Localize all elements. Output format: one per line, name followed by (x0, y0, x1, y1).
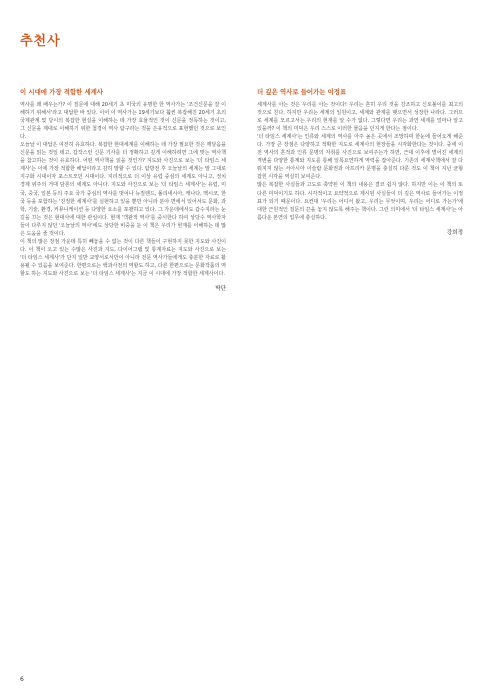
page-title: 추천사 (20, 34, 61, 49)
left-signature: 박단 (215, 286, 226, 293)
right-signature: 강희정 (446, 229, 463, 236)
right-paragraph-3: 많은 복잡한 사실들과 고도로 축약된 이 책의 내용은 결코 쉽지 않다. 하지만 이는 이 책의 또 다른 미덕이기도 하다. 시각적이고 요약적으로 제시된 사실들이 더 깊은 역사로 들어가는 이정표가 되기 때문이다. 요컨대 '우리는 어디서 왔고, 우리는 무엇이며, 우리는 어디로 가는가'에 대한 근원적인 질문의 끈을 놓지 않도록 해주는 책이다. 그런 의미에서 '더 타임스 세계사'는 아름다운 본연의 업무에 충실하다. (257, 182, 463, 221)
right-column-heading: 더 깊은 역사로 들어가는 이정표 (257, 88, 347, 96)
left-paragraph-1: 역사를 왜 배우는가? 이 질문에 대해 20세기 초 미국의 유명한 한 역사가는 '조건신문을 잘 이해하기 위해서'라고 대답한 바 있다. 이어 이 역사가는 19세기보다 훨씬 복잡해진 20세기 초의 국제관계 및 당시의 복잡한 현실을 이해하는 데 가장 효율적인 것이 신문을 정독하는 것이고, 그 신문을 제대로 이해하기 위한 첩경이 역사 탐구라는 것을 은유적으로 표현했던 것으로 보인다. (20, 102, 226, 141)
right-paragraph-2: '더 타임스 세계사'는 인류와 세계의 역사를 아주 높은 곳에서 조망하며 한눈에 들어오게 해준다. 가장 큰 장점은 다양하고 적확한 지도로 세계사의 현장들을 시각화한다는 것이다. 중세 이전 역사의 흔적과 인류 문명의 자취를 사진으로 보여주는가 하면, 근대 이후에 벌어진 세계의 격변을 다양한 통계와 지도를 통해 일목요연하게 역력을 잡아준다. 기존의 세계사책에서 잘 다뤄지지 않는 서아시아 이슬람 문화권과 아프리카 문명을 충실히 다룬 것도 이 책이 지닌 균형 잡힌 시각을 역실히 보여준다. (257, 134, 463, 181)
left-column (20, 88, 226, 292)
page-number: 6 (20, 676, 24, 683)
right-paragraph-1: 세계사를 아는 것은 우리를 아는 것이다! 우리는 흔히 우리 것을 강조하고 신토불이를 최고의 것으로 친다. 하지만 우리는 세계의 일원이고, 세계와 관계를 맺으면서 성장한 나라다. 그러므로 세계를 모르고서는 우리의 현재를 알 수가 없다. 그렇다면 우리는 과연 세계를 얼마나 알고 있을까? 이 책의 미덕은 우리 스스로 이러한 물음을 던지게 한다는 점이다. (257, 102, 463, 133)
right-column (257, 88, 463, 236)
left-column-heading: 이 시대에 가장 적합한 세계사 (20, 88, 103, 96)
left-paragraph-2: 오늘날 이 대답은 여전히 유효하다. 복잡한 현대세계를 이해하는 데 가장 필요한 것은 깨달음을 신문을 읽는 것일 테고, 갑작스런 신문 기사를 더 정확하고 깊게 이해하려면 그에 맞는 역사책을 참고하는 것이 유효하다. 어떤 역사책을 읽을 것인가? 지도와 사진으로 보는 '더 타임스 세계사'는 이에 가장 적합한 해답이라고 감히 말할 수 있다. 탐방전 후 오늘날의 세계는 말 그대로 지구화 시대이자 포스트모던 시대이다. 지리적으로 더 이상 유럽 중심의 세계도 아니고, 정치 경제 위주의 거대 담론의 세계도 아니다. 지도와 사진으로 보는 '더 타임스 세계사'는 유럽, 미국, 중국, 일본 등의 주요 국가 중심의 역사를 벗어나 뉴질랜드, 폴리네시아, 캐나다, 멕시코, 한국 등을 포함하는 '진정한 세계사'를 실현하고 있을 뿐만 아니라 분야 면에서 있어서도 문화, 과학, 기술, 환경, 커뮤니케이션 등 다양한 요소를 포괄하고 있다. 그 가운데에서도 갑수지라는 눈길을 끄는 것은 현대사에 대한 관심이다. 현재 '객관적 역사'를 중시한다 하여 상당수 역사학자들이 다루지 않던 '오늘날의 역사'에도 상당한 비중을 둔 이 책은 우리가 현재를 이해하는 데 많은 도움을 줄 것이다. (20, 142, 226, 237)
left-paragraph-3: 이 책의 많은 장점 가운데 특히 빼놓을 수 없는 것이 다른 책들이 구현하지 못한 지도와 사진이다. 이 책이 오고 있는 수많은 사진과 지도, 다이어그램 및 통계자료는 지도와 사진으로 보는 '더 타임스 세계사'가 단지 일반 교양서로서만이 아니라 전문 역사가들에게도 충분한 자료로 활용될 수 있음을 보여준다. 한편으로는 백과사전의 역할도 하고, 다른 한편으로는 문화작품의 역할도 하는 지도와 사진으로 보는 '더 타임스 세계사'는 지금 이 시대에 가장 적합한 세계사이다. (20, 238, 226, 277)
